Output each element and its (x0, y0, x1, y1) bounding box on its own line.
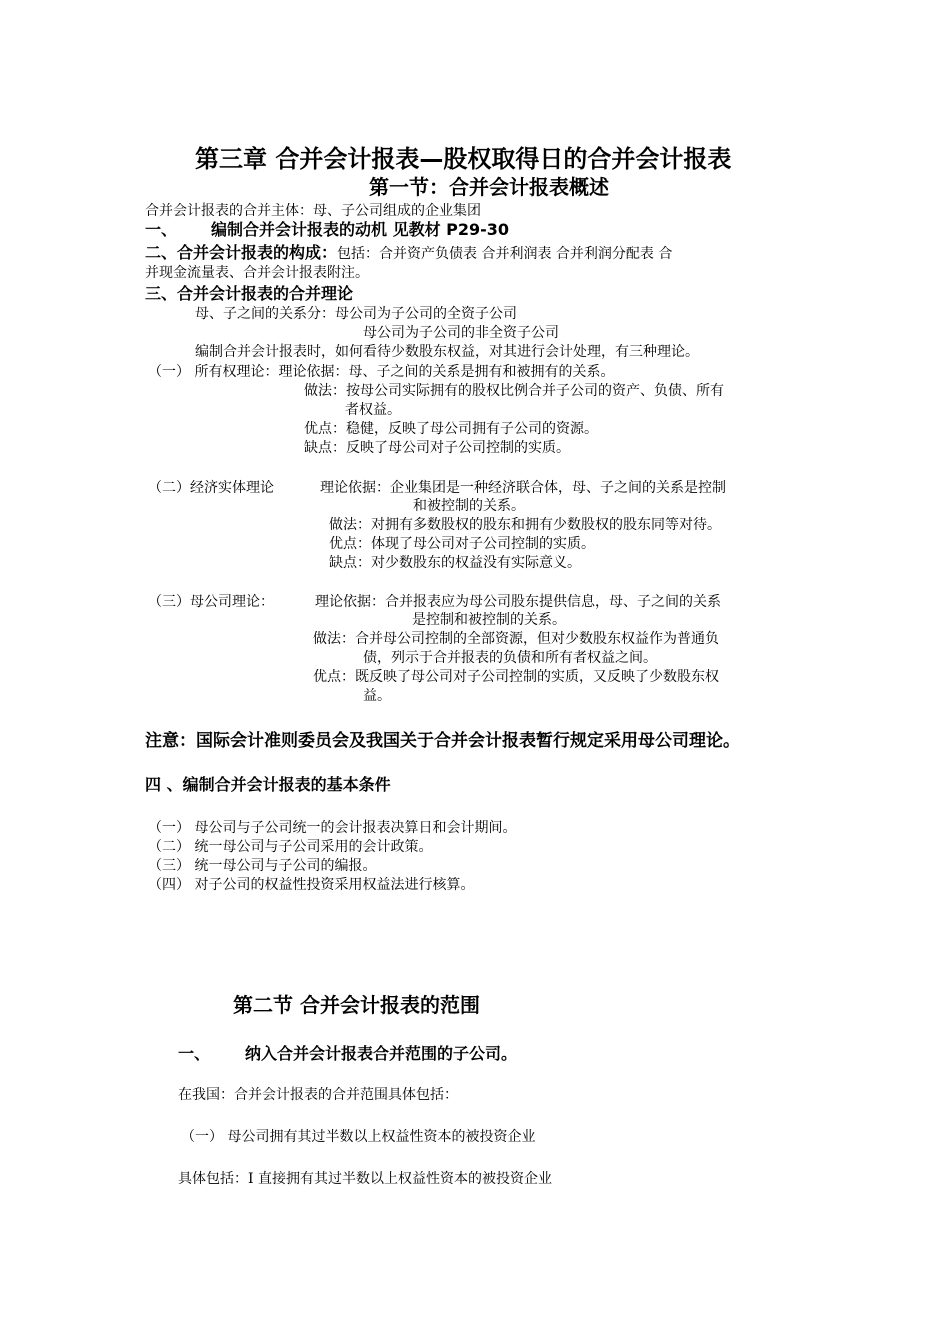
theory2-method: 做法：对拥有多数股权的股东和拥有少数股权的股东同等对待。 (329, 517, 721, 533)
section1-title: 第一节：合并会计报表概述 (369, 175, 609, 199)
theory3-basis-2: 是控制和被控制的关系。 (412, 612, 566, 628)
point2-line (145, 244, 672, 262)
point2-text: 包括：合并资产负债表 合并利润表 合并利润分配表 合 (337, 246, 673, 262)
point2-heading: 二、合并会计报表的构成： (145, 243, 338, 262)
theory2-con: 缺点：对少数股东的权益没有实际意义。 (329, 555, 581, 571)
theory1-pro: 优点：稳健，反映了母公司拥有子公司的资源。 (304, 421, 598, 437)
scope-intro: 在我国：合并会计报表的合并范围具体包括： (178, 1087, 458, 1103)
point1-number: 一、 (145, 220, 178, 239)
theory3-name: （三）母公司理论： (148, 594, 274, 610)
theory1-heading: （一） 所有权理论：理论依据：母、子之间的关系是拥有和被拥有的关系。 (148, 364, 615, 380)
theory1-con: 缺点：反映了母公司对子公司控制的实质。 (304, 440, 570, 456)
point3-heading: 三、合并会计报表的合并理论 (145, 284, 354, 303)
relationship-line-2: 母公司为子公司的非全资子公司 (363, 325, 559, 341)
condition-item: （一） 母公司与子公司统一的会计报表决算日和会计期间。 (148, 820, 517, 836)
section2-title: 第二节 合并会计报表的范围 (233, 993, 480, 1017)
theory2-name: （二）经济实体理论 (148, 480, 274, 496)
scope-item-1: （一） 母公司拥有其过半数以上权益性资本的被投资企业 (181, 1129, 536, 1145)
three-theories-line: 编制合并会计报表时，如何看待少数股东权益，对其进行会计处理，有三种理论。 (195, 344, 699, 360)
point4-heading: 四 、编制合并会计报表的基本条件 (145, 775, 391, 794)
note-line: 注意：国际会计准则委员会及我国关于合并会计报表暂行规定采用母公司理论。 (145, 731, 740, 751)
chapter-title: 第三章 合并会计报表—股权取得日的合并会计报表 (195, 145, 732, 173)
section1-intro: 合并会计报表的合并主体：母、子公司组成的企业集团 (145, 203, 481, 219)
theory3-pro-1: 优点：既反映了母公司对子公司控制的实质，又反映了少数股东权 (313, 669, 719, 685)
condition-item: （四） 对子公司的权益性投资采用权益法进行核算。 (148, 877, 475, 893)
theory1-method-2: 者权益。 (345, 402, 401, 418)
theory2-basis-2: 和被控制的关系。 (413, 498, 525, 514)
section2-point1-text: 纳入合并会计报表合并范围的子公司。 (245, 1044, 518, 1063)
theory3-method-2: 债，列示于合并报表的负债和所有者权益之间。 (363, 650, 657, 666)
point1-text: 编制合并会计报表的动机 见教材 P29-30 (211, 220, 510, 239)
section2-point1-number: 一、 (178, 1044, 211, 1063)
theory3-basis-1: 理论依据：合并报表应为母公司股东提供信息，母、子之间的关系 (315, 594, 721, 610)
relationship-line-1: 母、子之间的关系分：母公司为子公司的全资子公司 (195, 306, 517, 322)
condition-item: （三） 统一母公司与子公司的编报。 (148, 858, 377, 874)
theory3-pro-2: 益。 (363, 688, 391, 704)
theory1-method-1: 做法：按母公司实际拥有的股权比例合并子公司的资产、负债、所有 (304, 383, 724, 399)
condition-item: （二） 统一母公司与子公司采用的会计政策。 (148, 839, 433, 855)
theory2-pro: 优点：体现了母公司对子公司控制的实质。 (329, 536, 595, 552)
point2-continuation: 并现金流量表、合并会计报表附注。 (145, 265, 369, 281)
theory3-method-1: 做法：合并母公司控制的全部资源，但对少数股东权益作为普通负 (313, 631, 719, 647)
theory2-basis-1: 理论依据：企业集团是一种经济联合体，母、子之间的关系是控制 (320, 480, 726, 496)
scope-specifics: 具体包括：I 直接拥有其过半数以上权益性资本的被投资企业 (178, 1171, 552, 1187)
